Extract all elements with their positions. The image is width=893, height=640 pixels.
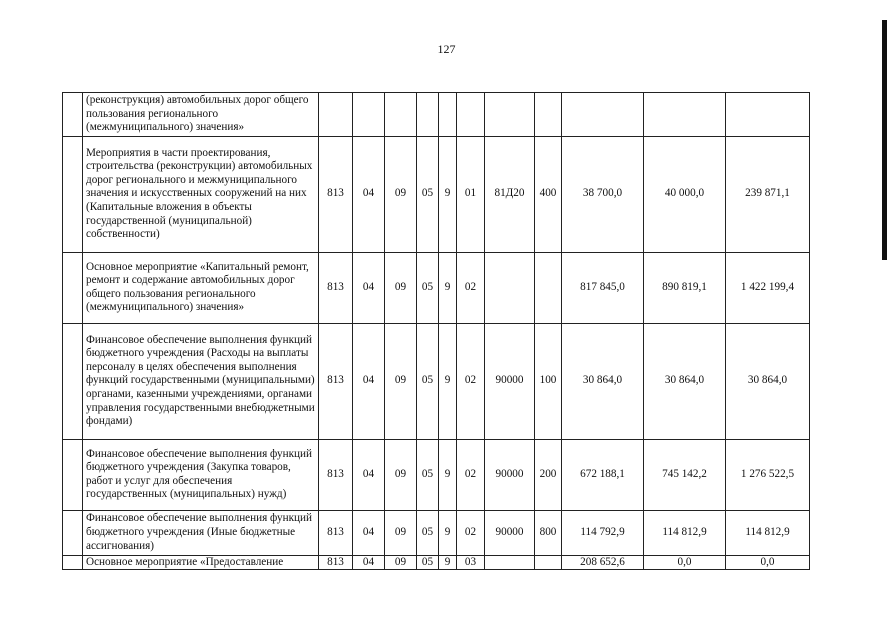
code-or-value-cell: 813 xyxy=(319,252,353,323)
code-or-value-cell: 09 xyxy=(385,555,417,569)
code-or-value-cell: 9 xyxy=(439,510,457,555)
code-or-value-cell: 90000 xyxy=(485,323,535,439)
code-or-value-cell: 09 xyxy=(385,252,417,323)
code-or-value-cell: 09 xyxy=(385,439,417,510)
code-or-value-cell: 9 xyxy=(439,555,457,569)
table-row xyxy=(63,555,810,569)
code-or-value-cell xyxy=(385,93,417,137)
table-row xyxy=(63,510,810,555)
item-name-cell: Мероприятия в части проектирования, строительства (реконструкции) автомобильных дорог регионального и межмуниципального значения и искусственных сооружений на них (Капитальные вложения в объекты государственной (муниципальной) собственности) xyxy=(83,136,319,252)
code-or-value-cell: 09 xyxy=(385,510,417,555)
row-index-cell xyxy=(63,510,83,555)
code-or-value-cell xyxy=(485,93,535,137)
item-name-cell: Основное мероприятие «Предоставление xyxy=(83,555,319,569)
table-row xyxy=(63,252,810,323)
code-or-value-cell: 02 xyxy=(457,323,485,439)
code-or-value-cell: 02 xyxy=(457,252,485,323)
code-or-value-cell: 9 xyxy=(439,136,457,252)
code-or-value-cell: 672 188,1 xyxy=(562,439,644,510)
code-or-value-cell: 05 xyxy=(417,439,439,510)
code-or-value-cell: 200 xyxy=(535,439,562,510)
code-or-value-cell: 04 xyxy=(353,323,385,439)
code-or-value-cell: 9 xyxy=(439,323,457,439)
code-or-value-cell: 04 xyxy=(353,510,385,555)
code-or-value-cell: 813 xyxy=(319,555,353,569)
table-row xyxy=(63,323,810,439)
table-row xyxy=(63,136,810,252)
code-or-value-cell: 30 864,0 xyxy=(562,323,644,439)
code-or-value-cell: 01 xyxy=(457,136,485,252)
code-or-value-cell: 02 xyxy=(457,510,485,555)
scan-edge-mark xyxy=(882,20,887,260)
row-index-cell xyxy=(63,136,83,252)
code-or-value-cell: 817 845,0 xyxy=(562,252,644,323)
code-or-value-cell: 02 xyxy=(457,439,485,510)
code-or-value-cell: 05 xyxy=(417,555,439,569)
code-or-value-cell: 81Д20 xyxy=(485,136,535,252)
code-or-value-cell xyxy=(535,93,562,137)
code-or-value-cell: 04 xyxy=(353,136,385,252)
code-or-value-cell: 03 xyxy=(457,555,485,569)
code-or-value-cell: 30 864,0 xyxy=(644,323,726,439)
code-or-value-cell: 05 xyxy=(417,136,439,252)
item-name-cell: Финансовое обеспечение выполнения функций бюджетного учреждения (Иные бюджетные ассигнования) xyxy=(83,510,319,555)
code-or-value-cell xyxy=(439,93,457,137)
row-index-cell xyxy=(63,252,83,323)
code-or-value-cell: 813 xyxy=(319,323,353,439)
code-or-value-cell: 09 xyxy=(385,136,417,252)
code-or-value-cell xyxy=(353,93,385,137)
code-or-value-cell xyxy=(417,93,439,137)
row-index-cell xyxy=(63,439,83,510)
code-or-value-cell xyxy=(319,93,353,137)
code-or-value-cell xyxy=(485,252,535,323)
code-or-value-cell: 90000 xyxy=(485,439,535,510)
code-or-value-cell xyxy=(485,555,535,569)
code-or-value-cell: 100 xyxy=(535,323,562,439)
code-or-value-cell: 05 xyxy=(417,323,439,439)
page-number: 127 xyxy=(437,42,456,56)
row-index-cell xyxy=(63,555,83,569)
code-or-value-cell: 04 xyxy=(353,555,385,569)
code-or-value-cell: 114 812,9 xyxy=(726,510,810,555)
item-name-cell: Основное мероприятие «Капитальный ремонт, ремонт и содержание автомобильных дорог общего пользования регионального (межмуниципального) значения» xyxy=(83,252,319,323)
code-or-value-cell: 208 652,6 xyxy=(562,555,644,569)
code-or-value-cell: 9 xyxy=(439,439,457,510)
code-or-value-cell: 05 xyxy=(417,252,439,323)
code-or-value-cell: 9 xyxy=(439,252,457,323)
code-or-value-cell: 90000 xyxy=(485,510,535,555)
code-or-value-cell xyxy=(535,555,562,569)
code-or-value-cell: 813 xyxy=(319,439,353,510)
code-or-value-cell xyxy=(457,93,485,137)
code-or-value-cell: 400 xyxy=(535,136,562,252)
code-or-value-cell: 114 792,9 xyxy=(562,510,644,555)
code-or-value-cell xyxy=(726,93,810,137)
code-or-value-cell: 813 xyxy=(319,510,353,555)
code-or-value-cell: 239 871,1 xyxy=(726,136,810,252)
budget-table xyxy=(62,92,810,570)
item-name-cell: Финансовое обеспечение выполнения функций бюджетного учреждения (Расходы на выплаты персоналу в целях обеспечения выполнения функций государственными (муниципальными) органами, казенными учреждениями, органами управления государственными внебюджетными фондами) xyxy=(83,323,319,439)
code-or-value-cell: 114 812,9 xyxy=(644,510,726,555)
item-name-cell: Финансовое обеспечение выполнения функций бюджетного учреждения (Закупка товаров, работ и услуг для обеспечения государственных (муниципальных) нужд) xyxy=(83,439,319,510)
code-or-value-cell: 05 xyxy=(417,510,439,555)
code-or-value-cell: 0,0 xyxy=(644,555,726,569)
code-or-value-cell: 30 864,0 xyxy=(726,323,810,439)
code-or-value-cell xyxy=(535,252,562,323)
row-index-cell xyxy=(63,93,83,137)
code-or-value-cell: 40 000,0 xyxy=(644,136,726,252)
code-or-value-cell: 890 819,1 xyxy=(644,252,726,323)
code-or-value-cell: 800 xyxy=(535,510,562,555)
table-row xyxy=(63,439,810,510)
code-or-value-cell: 04 xyxy=(353,439,385,510)
code-or-value-cell: 09 xyxy=(385,323,417,439)
code-or-value-cell xyxy=(644,93,726,137)
code-or-value-cell: 1 422 199,4 xyxy=(726,252,810,323)
code-or-value-cell: 745 142,2 xyxy=(644,439,726,510)
code-or-value-cell: 1 276 522,5 xyxy=(726,439,810,510)
code-or-value-cell: 04 xyxy=(353,252,385,323)
code-or-value-cell: 38 700,0 xyxy=(562,136,644,252)
code-or-value-cell: 813 xyxy=(319,136,353,252)
item-name-cell: (реконструкция) автомобильных дорог общего пользования регионального (межмуниципального) значения» xyxy=(83,93,319,137)
row-index-cell xyxy=(63,323,83,439)
code-or-value-cell xyxy=(562,93,644,137)
table-row xyxy=(63,93,810,137)
code-or-value-cell: 0,0 xyxy=(726,555,810,569)
